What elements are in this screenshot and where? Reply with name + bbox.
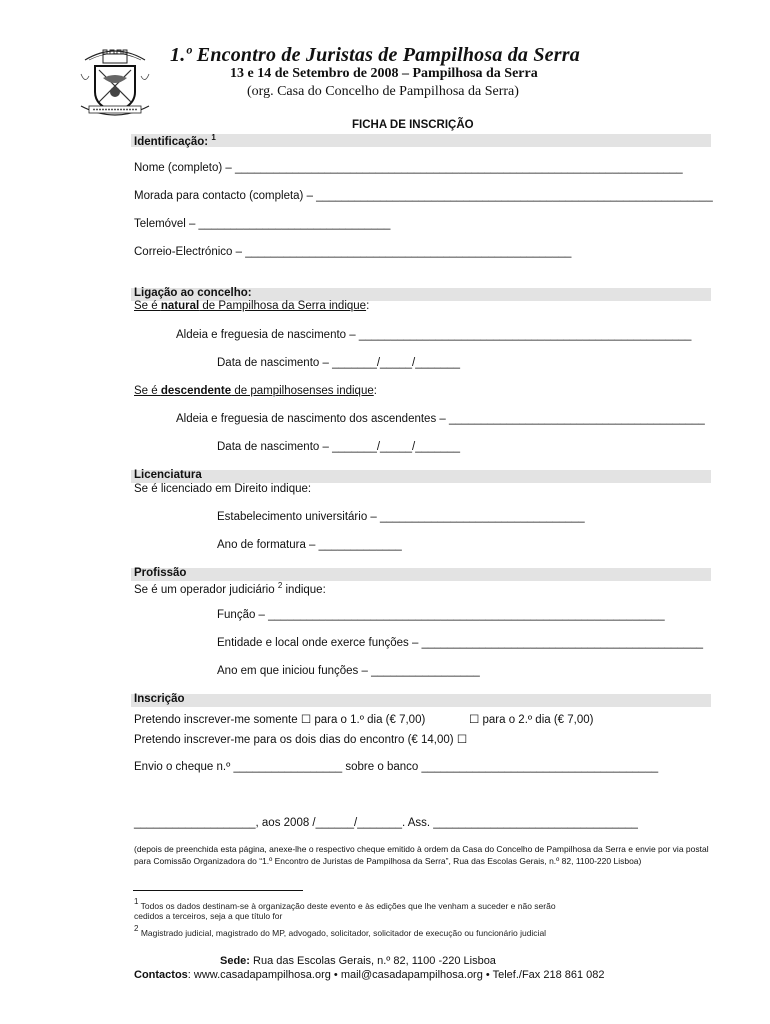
ano-inicio-funcoes-field[interactable]: Ano em que iniciou funções – _________________	[217, 665, 480, 677]
event-organizer: (org. Casa do Concelho de Pampilhosa da Serra)	[247, 84, 519, 99]
footnote-1-line-2: cedidos a terceiros, seja a que título for	[134, 911, 283, 921]
signature-line[interactable]: ___________________, aos 2008 /______/_______. Ass. ________________________________	[134, 817, 638, 829]
section-heading-profissao: Profissão	[134, 567, 187, 579]
section-heading-inscricao: Inscrição	[134, 693, 185, 705]
inscricao-dia1-option[interactable]: Pretendo inscrever-me somente ☐ para o 1.º dia (€ 7,00)	[134, 714, 426, 726]
natural-intro: Se é natural de Pampilhosa da Serra indique:	[134, 300, 370, 312]
nome-field[interactable]: Nome (completo) – ______________________________________________________________________	[134, 162, 683, 174]
section-band-identificacao	[131, 134, 711, 147]
section-heading-ligacao: Ligação ao concelho:	[134, 287, 252, 299]
funcao-field[interactable]: Função – ______________________________________________________________	[217, 609, 665, 621]
aldeia-ascendentes-field[interactable]: Aldeia e freguesia de nascimento dos ascendentes – ________________________________________	[176, 413, 705, 425]
section-band-inscricao	[131, 694, 711, 707]
section-band-licenciatura	[131, 470, 711, 483]
footnote-divider	[133, 890, 303, 891]
data-nascimento-field[interactable]: Data de nascimento – _______/_____/_______	[217, 357, 460, 369]
footnote-ref-2: 2	[277, 581, 283, 590]
morada-field[interactable]: Morada para contacto (completa) – ______________________________________________________________	[134, 190, 713, 202]
descendente-intro: Se é descendente de pampilhosenses indique:	[134, 385, 377, 397]
entidade-local-field[interactable]: Entidade e local onde exerce funções – ____________________________________________	[217, 637, 703, 649]
cheque-banco-field[interactable]: Envio o cheque n.º _________________ sobre o banco _____________________________________	[134, 761, 659, 773]
event-title: 1.º Encontro de Juristas de Pampilhosa da Serra	[170, 44, 580, 66]
footer-contactos: Contactos: www.casadapampilhosa.org • mail@casadapampilhosa.org • Telef./Fax 218 861 082	[134, 969, 605, 981]
footer-sede: Sede: Rua das Escolas Gerais, n.º 82, 1100 -220 Lisboa	[220, 955, 496, 967]
municipal-coat-of-arms-icon	[79, 44, 151, 120]
profissao-intro: Se é um operador judiciário $^2$ indique:	[134, 581, 326, 596]
inscricao-dia2-option[interactable]: ☐ para o 2.º dia (€ 7,00)	[469, 714, 594, 726]
footnote-2: $^2$ Magistrado judicial, magistrado do MP, advogado, solicitador, solicitador de execução ou funcionário judicial	[134, 924, 547, 938]
email-field[interactable]: Correio-Electrónico – ___________________________________________________	[134, 246, 572, 258]
section-heading-licenciatura: Licenciatura	[134, 469, 202, 481]
aldeia-nascimento-field[interactable]: Aldeia e freguesia de nascimento – ____________________________________________________	[176, 329, 692, 341]
licenciatura-intro: Se é licenciado em Direito indique:	[134, 483, 312, 495]
section-band-profissao	[131, 568, 711, 581]
telemovel-field[interactable]: Telemóvel – ______________________________	[134, 218, 391, 230]
data-nascimento-ascendente-field[interactable]: Data de nascimento – _______/_____/_______	[217, 441, 460, 453]
ano-formatura-field[interactable]: Ano de formatura – _____________	[217, 539, 402, 551]
section-heading-identificacao: Identificação: $^1$	[134, 133, 216, 148]
mailing-instructions: (depois de preenchida esta página, anexe-lhe o respectivo cheque emitido à ordem da Casa do Concelho de Pampilhosa da Serra e envie por via postal para Comissão Organizadora do “1.º Encontro de Juristas de Pampilhosa da Serra”, Rua das Escolas Gerais, n.º 82, 1100-220 Lisboa)	[134, 844, 709, 866]
form-title: FICHA DE INSCRIÇÃO	[352, 119, 474, 131]
inscricao-dois-dias-option[interactable]: Pretendo inscrever-me para os dois dias do encontro (€ 14,00) ☐	[134, 734, 468, 746]
footnote-1-line-1: $^1$ Todos os dados destinam-se à organização deste evento e às edições que lhe venham a suceder e não serão	[134, 897, 556, 911]
estabelecimento-field[interactable]: Estabelecimento universitário – ________________________________	[217, 511, 585, 523]
footnote-ref-1: 1	[211, 133, 216, 142]
event-dates-place: 13 e 14 de Setembro de 2008 – Pampilhosa da Serra	[230, 66, 538, 81]
